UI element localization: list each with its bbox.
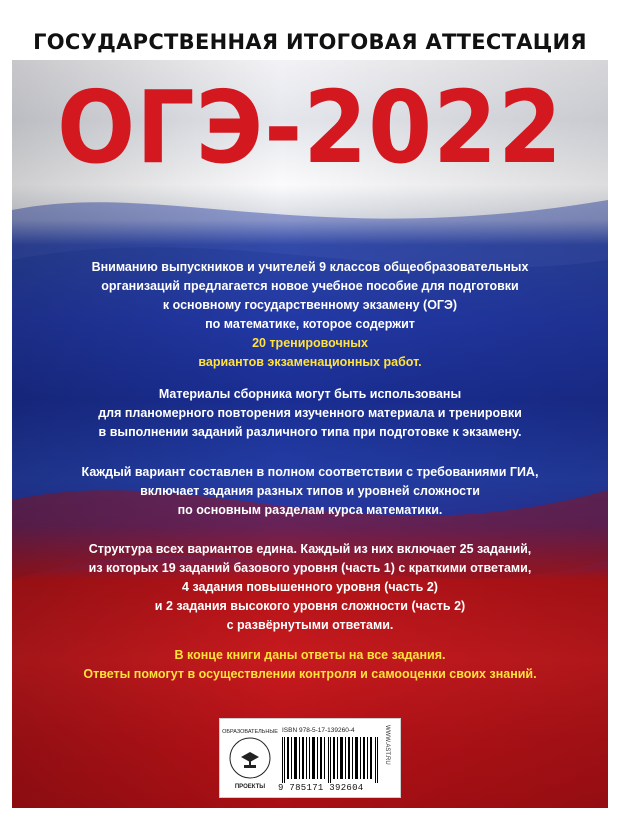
exam-title: ОГЭ-2022 [57,69,563,186]
publisher-logo-icon [222,725,278,791]
answers-line: Ответы помогут в осуществлении контроля и самооценки своих знаний. [83,667,537,681]
variant-line: по основным разделам курса математики. [177,503,443,517]
exam-subtitle: ГОСУДАРСТВЕННАЯ ИТОГОВАЯ АТТЕСТАЦИЯ [33,30,587,54]
materials-line: в выполнении заданий различного типа при подготовке к экзамену. [98,425,522,439]
structure-line: из которых 19 заданий базового уровня (часть 1) с краткими ответами, [88,561,532,575]
materials-line: Материалы сборника могут быть использованы [158,387,462,401]
structure-line: и 2 задания высокого уровня сложности (часть 2) [154,599,466,613]
intro-line: к основному государственному экзамену (ОГЭ) [162,298,458,312]
variant-line: включает задания разных типов и уровней сложности [140,484,480,498]
structure-paragraph [20,540,600,635]
barcode-icon [282,737,378,783]
barcode-digits: 9 785171 392604 [278,783,364,793]
isbn-label: ISBN 978-5-17-139260-4 [282,727,355,734]
intro-line: организаций предлагается новое учебное пособие для подготовки [101,279,519,293]
structure-line: Структура всех вариантов едина. Каждый из них включает 25 заданий, [88,542,532,556]
answers-paragraph [20,646,600,684]
publisher-logo-top-text: ОБРАЗОВАТЕЛЬНЫЕ [222,729,278,735]
intro-line: Вниманию выпускников и учителей 9 классов общеобразовательных [91,260,529,274]
website-label: WWW.AST.RU [384,725,390,765]
barcode-block [219,718,401,798]
publisher-logo-bottom-text: ПРОЕКТЫ [234,784,266,790]
answers-line: В конце книги даны ответы на все задания. [174,648,446,662]
variant-line: Каждый вариант составлен в полном соответствии с требованиями ГИА, [81,465,539,479]
materials-paragraph [20,385,600,442]
intro-highlight: 20 тренировочных [252,336,368,350]
intro-line: по математике, которое содержит [205,317,415,331]
structure-line: 4 задания повышенного уровня (часть 2) [182,580,438,594]
materials-line: для планомерного повторения изученного материала и тренировки [98,406,522,420]
intro-paragraph [20,258,600,372]
intro-highlight: вариантов экзаменационных работ. [198,355,422,369]
structure-line: с развёрнутыми ответами. [226,618,394,632]
variant-paragraph [20,463,600,520]
